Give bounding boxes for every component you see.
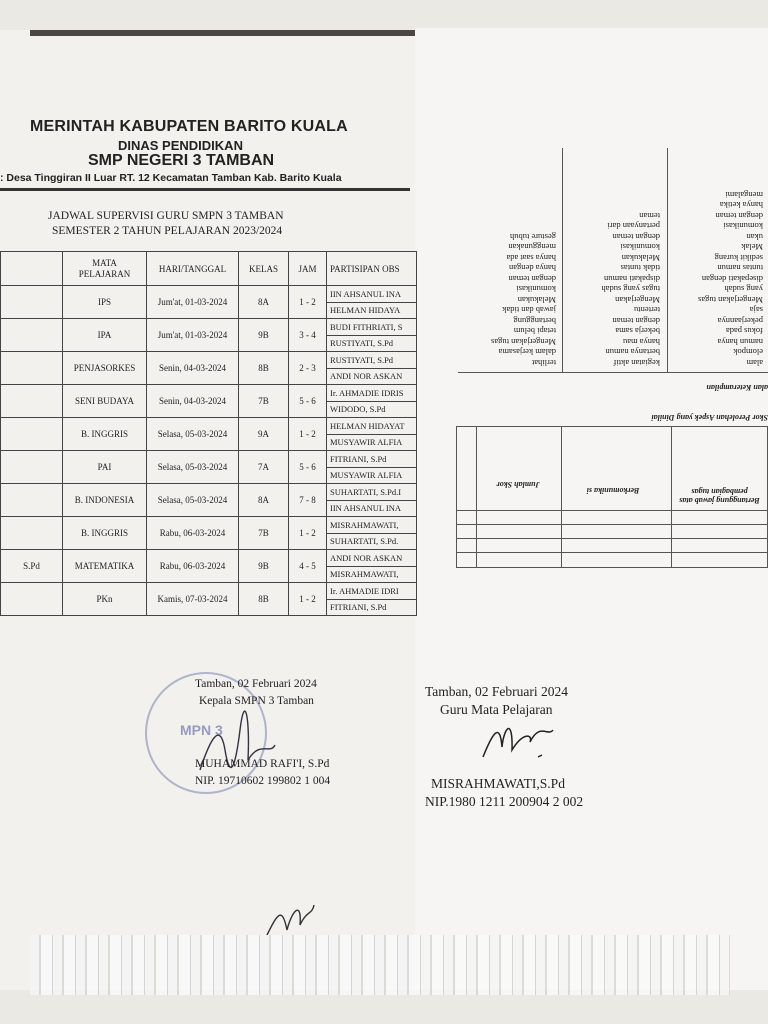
table-header: MATA PELAJARAN	[63, 252, 147, 286]
signature-right	[425, 683, 583, 811]
table-row	[1, 451, 417, 468]
table-cell: 7A	[239, 451, 289, 484]
table-cell: ANDI NOR ASKAN	[327, 368, 417, 385]
table-cell: IPS	[63, 286, 147, 319]
table-cell: Rabu, 06-03-2024	[147, 550, 239, 583]
table-cell: SUHARTATI, S.Pd.I	[327, 484, 417, 501]
header-divider	[0, 188, 410, 191]
table-cell: 9B	[239, 319, 289, 352]
stamp-text: MPN 3	[180, 722, 223, 738]
table-cell: 7B	[239, 517, 289, 550]
table-cell: IPA	[63, 319, 147, 352]
table-cell: Senin, 04-03-2024	[147, 352, 239, 385]
table-cell: SUHARTATI, S.Pd.	[327, 533, 417, 550]
table-cell	[1, 319, 63, 352]
upside-down-rubric	[458, 148, 768, 568]
signature-right-role: Guru Mata Pelajaran	[440, 702, 553, 717]
table-cell: MATEMATIKA	[63, 550, 147, 583]
signature-right-nip: NIP.1980 1211 200904 2 002	[425, 794, 584, 809]
table-header: PARTISIPAN OBS	[327, 252, 417, 286]
table-cell: B. INGGRIS	[63, 517, 147, 550]
table-cell: 4 - 5	[289, 550, 327, 583]
table-cell: Ir. AHMADIE IDRI	[327, 583, 417, 600]
table-cell: Kamis, 07-03-2024	[147, 583, 239, 616]
table-cell: 7 - 8	[289, 484, 327, 517]
header-government: MERINTAH KABUPATEN BARITO KUALA	[30, 118, 348, 135]
header-address: : Desa Tinggiran II Luar RT. 12 Kecamatan Tamban Kab. Barito Kuala	[0, 172, 342, 184]
table-row	[1, 484, 417, 501]
table-cell: Selasa, 05-03-2024	[147, 484, 239, 517]
schedule-table	[0, 251, 417, 616]
table-header-row	[1, 252, 417, 286]
table-cell: MISRAHMAWATI,	[327, 517, 417, 534]
table-header	[1, 252, 63, 286]
signature-left	[195, 676, 330, 790]
table-cell: IIN AHSANUL INA	[327, 500, 417, 517]
table-cell: WIDODO, S.Pd	[327, 401, 417, 418]
table-row	[1, 385, 417, 402]
table-cell: MISRAHMAWATI,	[327, 566, 417, 583]
rubric-col-2: kegiatan aktif bertanya namun hanya mau bekerja sama dengan teman tertentu Mengerjakan tugas yang sudah dispakati namun tidak tuntas Melakukan komunikasi dengan teman pertanyaan dari teman	[601, 211, 660, 368]
table-cell: FITRIANI, S.Pd	[327, 451, 417, 468]
table-cell: 8B	[239, 352, 289, 385]
schedule-title: JADWAL SUPERVISI GURU SMPN 3 TAMBAN	[48, 210, 284, 222]
table-cell: 1 - 2	[289, 418, 327, 451]
signature-left-nip: NIP. 19710602 199802 1 004	[195, 775, 331, 787]
table-cell	[1, 418, 63, 451]
table-cell: B. INDONESIA	[63, 484, 147, 517]
table-cell: MUSYAWIR ALFIA	[327, 467, 417, 484]
table-cell: MUSYAWIR ALFIA	[327, 434, 417, 451]
rubric-col-1: terlihat dalam kerjasama Mengerjakan tugas tetapi belum bertanggung jawab dan tidak Melakukan komunikasi dengan teman hanya dengan hanya saat ada menggunakan gesture tubuh	[491, 232, 556, 368]
table-cell: B. INGGRIS	[63, 418, 147, 451]
col-tanggung-jawab: Bertanggung jawab atas pembagian tugas	[679, 487, 760, 505]
table-header: KELAS	[239, 252, 289, 286]
table-cell: RUSTIYATI, S.Pd	[327, 335, 417, 352]
table-cell: 2 - 3	[289, 352, 327, 385]
table-cell: Jum'at, 01-03-2024	[147, 319, 239, 352]
table-cell: Jum'at, 01-03-2024	[147, 286, 239, 319]
table-cell: HELMAN HIDAYA	[327, 302, 417, 319]
table-cell: 7B	[239, 385, 289, 418]
signature-left-role: Kepala SMPN 3 Tamban	[199, 695, 314, 707]
table-cell: 1 - 2	[289, 583, 327, 616]
page-bleed-strip	[30, 935, 730, 995]
table-cell: 8A	[239, 286, 289, 319]
table-row	[1, 517, 417, 534]
header-school: SMP NEGERI 3 TAMBAN	[88, 152, 275, 169]
table-cell: Rabu, 06-03-2024	[147, 517, 239, 550]
table-cell: ANDI NOR ASKAN	[327, 550, 417, 567]
signature-right-name: MISRAHMAWATI,S.Pd	[431, 776, 565, 791]
rubric-col-3: alam elompok namun hanya fokus pada pekerjaannya saja Mengerjakan tugas yang sudah disepakati dengan tuntas namun sedikit kurang Melak ukan komunikasi dengan teman hanya ketika mengalami	[698, 190, 763, 368]
header-department: DINAS PENDIDIKAN	[118, 138, 243, 153]
table-row	[1, 550, 417, 567]
table-cell	[1, 484, 63, 517]
table-cell: 8A	[239, 484, 289, 517]
table-row	[1, 418, 417, 435]
table-cell: 1 - 2	[289, 517, 327, 550]
signature-right-date: Tamban, 02 Februari 2024	[425, 684, 569, 699]
table-cell	[1, 517, 63, 550]
table-cell: RUSTIYATI, S.Pd	[327, 352, 417, 369]
table-cell: 1 - 2	[289, 286, 327, 319]
table-cell: SENI BUDAYA	[63, 385, 147, 418]
table-cell	[1, 583, 63, 616]
table-cell: IIN AHSANUL INA	[327, 286, 417, 303]
table-cell: Senin, 04-03-2024	[147, 385, 239, 418]
table-row	[1, 583, 417, 600]
table-row	[1, 319, 417, 336]
table-cell: Selasa, 05-03-2024	[147, 451, 239, 484]
table-header: HARI/TANGGAL	[147, 252, 239, 286]
table-cell: Selasa, 05-03-2024	[147, 418, 239, 451]
table-cell: 9B	[239, 550, 289, 583]
col-jumlah-skor: Jumlah Skor	[496, 480, 540, 489]
sheet-edge	[30, 30, 415, 36]
table-row	[1, 352, 417, 369]
table-cell: Ir. AHMADIE IDRIS	[327, 385, 417, 402]
table-header: JAM	[289, 252, 327, 286]
table-row	[1, 286, 417, 303]
table-cell: PKn	[63, 583, 147, 616]
table-cell	[1, 352, 63, 385]
signature-left-name: MUHAMMAD RAFI'I, S.Pd	[195, 758, 330, 770]
table-cell: 9A	[239, 418, 289, 451]
table-cell: S.Pd	[1, 550, 63, 583]
table-cell: 5 - 6	[289, 451, 327, 484]
table-cell: HELMAN HIDAYAT	[327, 418, 417, 435]
table-cell: PAI	[63, 451, 147, 484]
table-cell	[1, 451, 63, 484]
section-title: Skor Perolehan Aspek yang Dinilai	[651, 413, 768, 422]
table-cell	[1, 286, 63, 319]
score-grid	[456, 426, 768, 568]
table-cell: FITRIANI, S.Pd	[327, 599, 417, 616]
table-cell: 3 - 4	[289, 319, 327, 352]
table-cell: PENJASORKES	[63, 352, 147, 385]
col-berkomunikasi: Berkomunika si	[586, 486, 640, 495]
schedule-subtitle: SEMESTER 2 TAHUN PELAJARAN 2023/2024	[52, 225, 283, 237]
table-cell: 8B	[239, 583, 289, 616]
table-cell	[1, 385, 63, 418]
table-cell: BUDI FITHRIATI, S	[327, 319, 417, 336]
section2-title: alan Keterampilan	[706, 383, 768, 392]
table-cell: 5 - 6	[289, 385, 327, 418]
signature-left-date: Tamban, 02 Februari 2024	[195, 678, 317, 690]
